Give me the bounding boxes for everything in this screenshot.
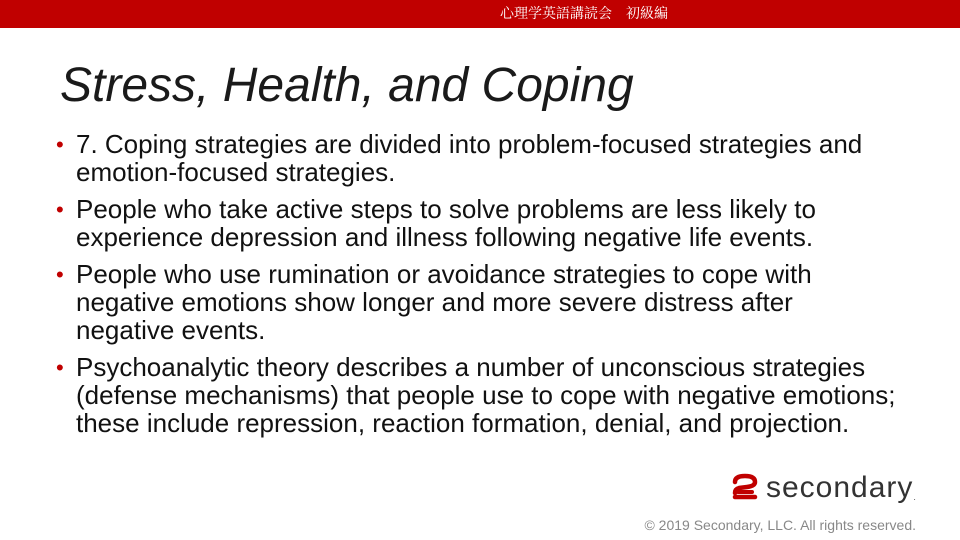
bullet-marker: •	[56, 262, 64, 287]
bullet-item	[56, 130, 896, 186]
bullet-marker: •	[56, 355, 64, 380]
slide-title: Stress, Health, and Coping	[60, 59, 634, 112]
bullet-text: People who use rumination or avoidance strategies to cope with negative emotions show longer and more severe distress after negative events.	[76, 259, 812, 345]
bullet-item	[56, 195, 896, 251]
bullet-item	[56, 353, 896, 437]
bullet-list	[56, 130, 896, 446]
bullet-text: People who take active steps to solve problems are less likely to experience depression and illness following negative life events.	[76, 194, 816, 252]
header-banner	[0, 0, 960, 28]
banner-text: 心理学英語講読会 初級編	[500, 6, 668, 22]
secondary-logo-icon	[730, 473, 760, 503]
bullet-marker: •	[56, 197, 64, 222]
bullet-marker: •	[56, 132, 64, 157]
secondary-logo	[730, 470, 916, 506]
copyright-notice: © 2019 Secondary, LLC. All rights reserved.	[644, 517, 916, 533]
bullet-text: 7. Coping strategies are divided into problem-focused strategies and emotion-focused strategies.	[76, 129, 863, 187]
logo-text: secondary	[766, 471, 914, 504]
bullet-item	[56, 260, 896, 344]
bullet-text: Psychoanalytic theory describes a number of unconscious strategies (defense mechanisms) that people use to cope with negative emotions; these include repression, reaction formation, denial, and projection.	[76, 352, 896, 438]
logo-registered-mark: .	[913, 492, 916, 502]
